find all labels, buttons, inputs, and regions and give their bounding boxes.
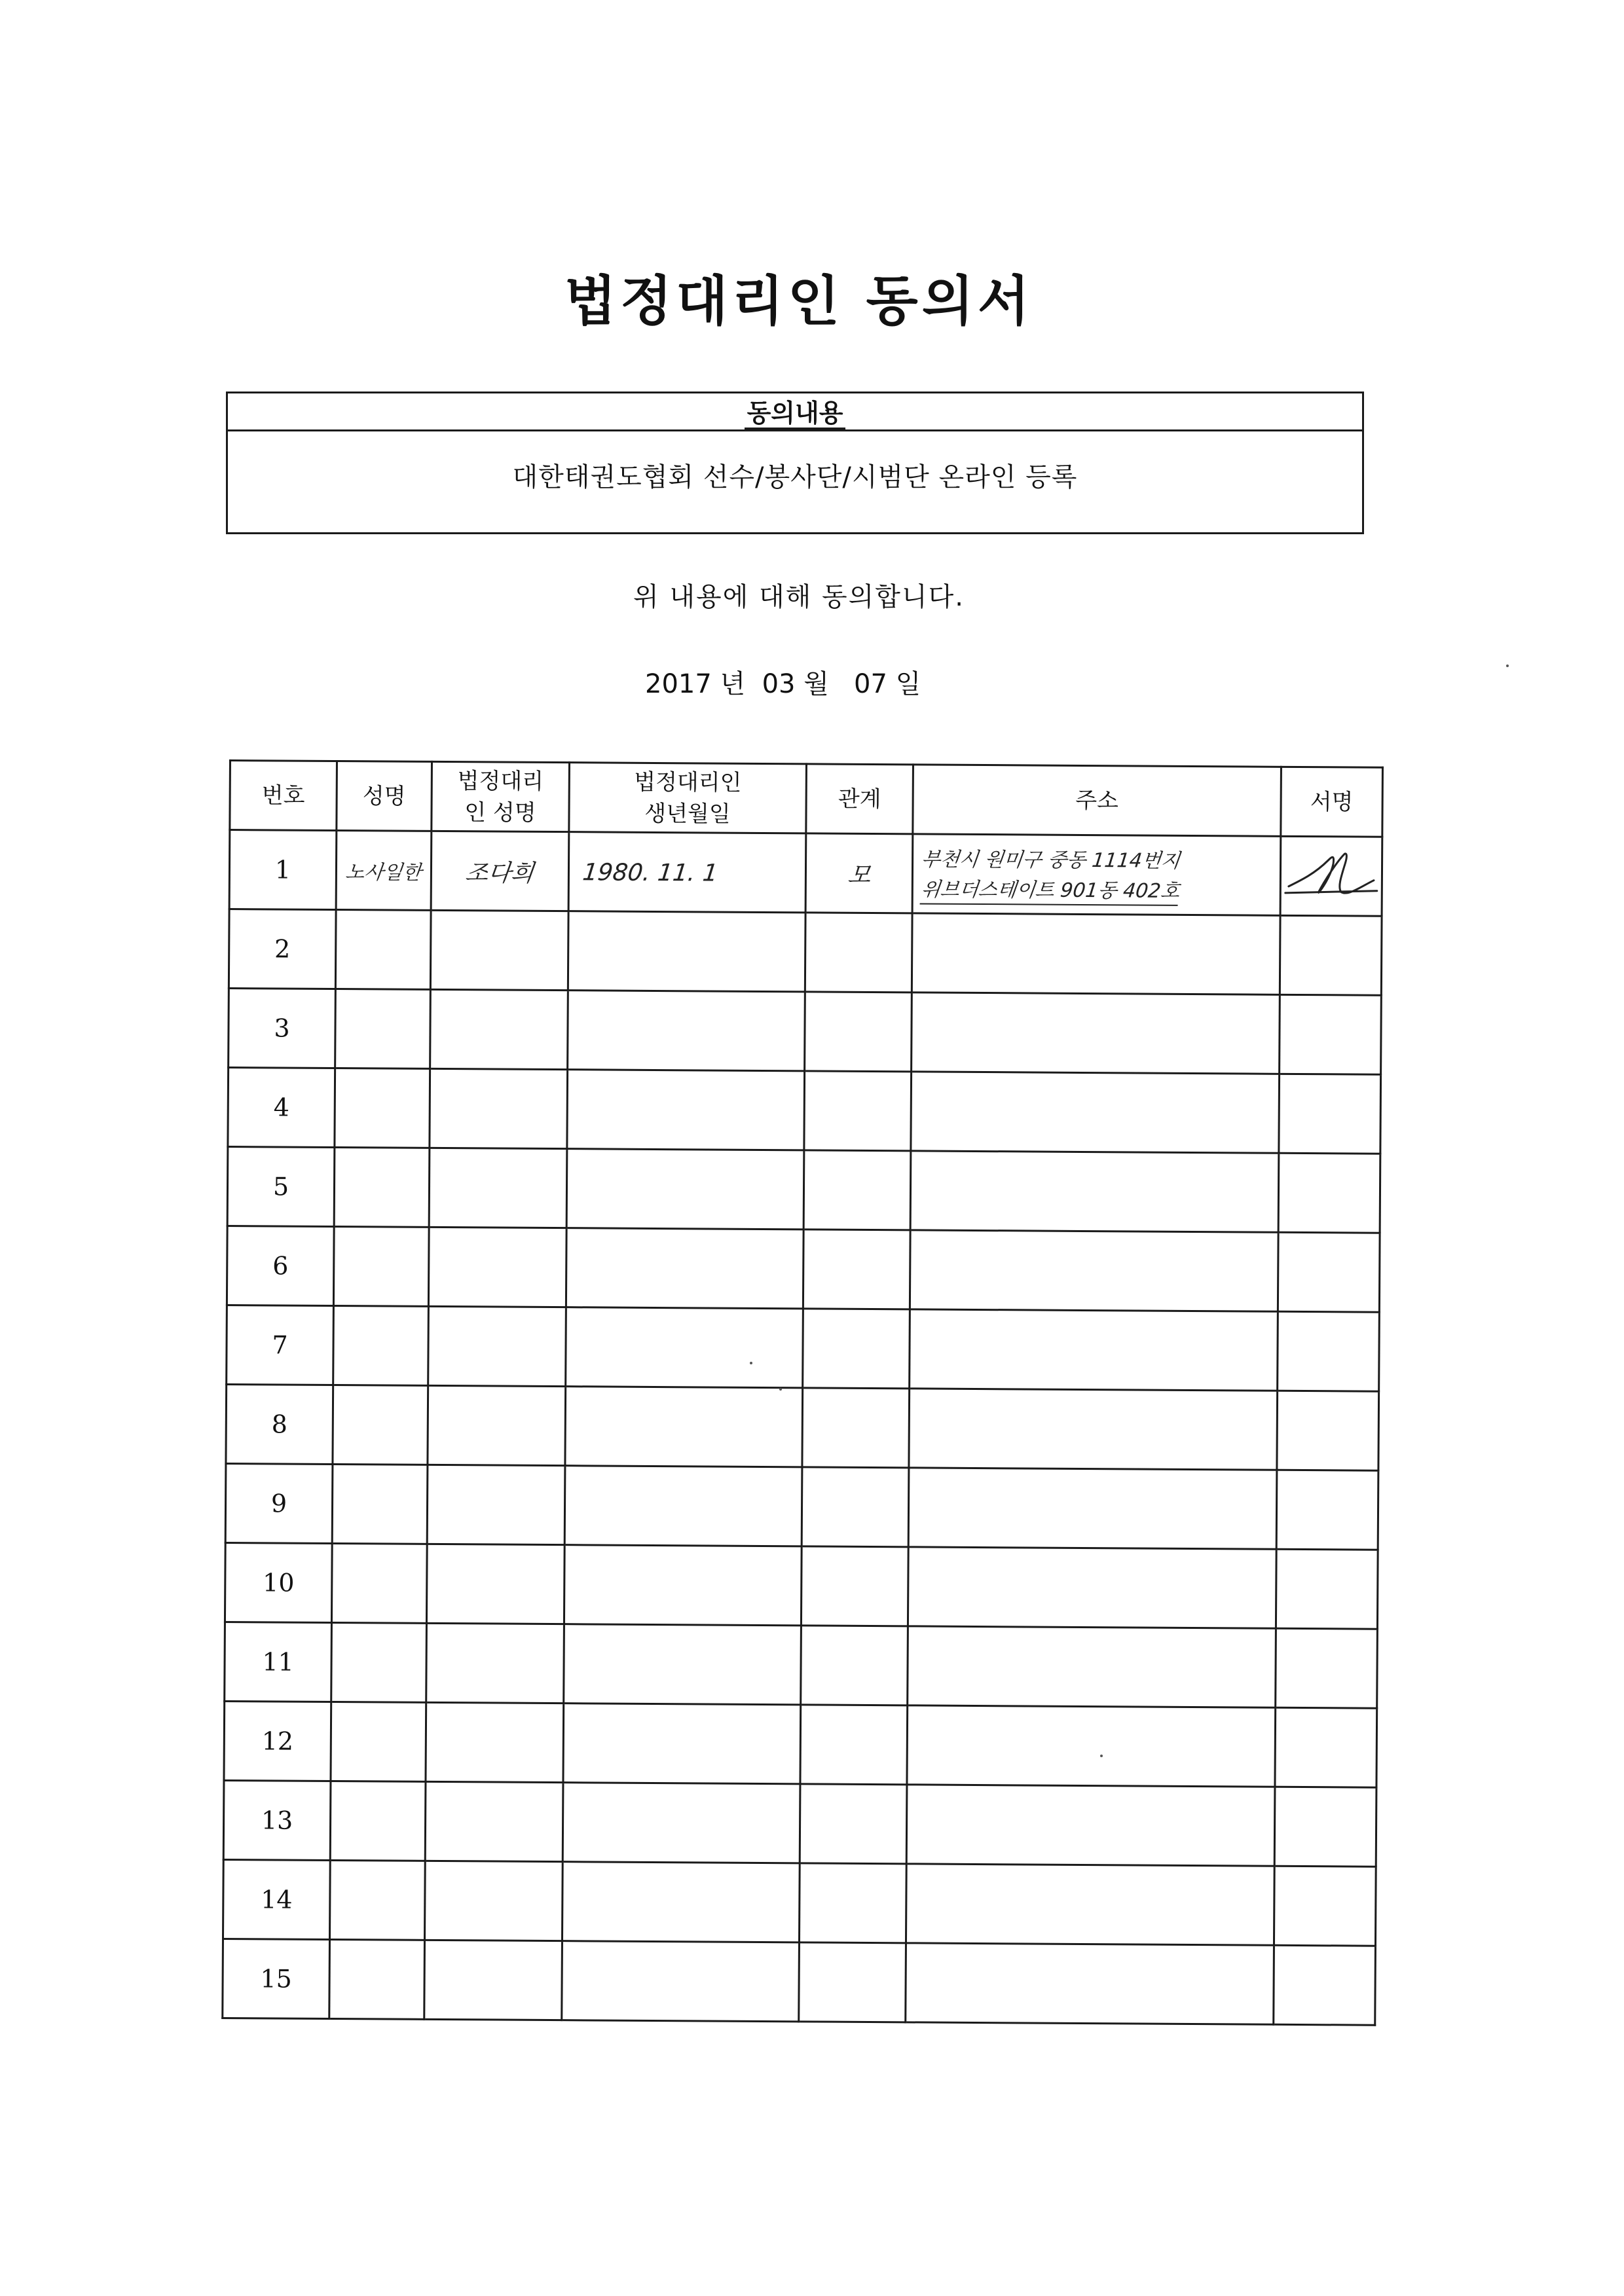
row-name <box>333 1305 429 1385</box>
row-relation <box>803 1309 910 1389</box>
table-row <box>226 1384 1379 1470</box>
row-relation <box>803 1150 911 1230</box>
table-row <box>227 1305 1380 1391</box>
row-signature <box>1280 836 1382 916</box>
consent-header-label: 동의내용 <box>745 399 846 429</box>
row-guardian-birth <box>565 1387 803 1467</box>
row-name <box>329 1860 425 1940</box>
row-signature <box>1276 1628 1378 1708</box>
header-guardian-name-text: 법정대리인 성명 <box>457 767 544 826</box>
table-row <box>224 1701 1377 1787</box>
row-relation <box>805 833 913 913</box>
row-name <box>333 1226 429 1306</box>
table-row <box>227 1146 1380 1233</box>
header-number: 번호 <box>230 761 337 831</box>
header-name: 성명 <box>337 761 432 831</box>
row-guardian-birth <box>563 1783 800 1863</box>
row-guardian-name <box>430 1068 568 1148</box>
handwritten-signature <box>1282 840 1381 906</box>
date-month-unit: 월 <box>803 669 829 699</box>
row-relation <box>804 1071 912 1151</box>
row-name <box>331 1543 427 1623</box>
date-month: 03 <box>762 669 796 699</box>
row-address <box>912 913 1280 994</box>
row-relation <box>803 1230 910 1309</box>
row-number: 3 <box>229 989 336 1068</box>
row-name <box>330 1781 426 1861</box>
row-name <box>334 1147 430 1227</box>
row-signature <box>1278 1232 1380 1312</box>
date-day: 07 <box>854 669 887 699</box>
row-guardian-birth <box>566 1307 803 1388</box>
row-signature <box>1277 1391 1379 1470</box>
row-relation <box>799 1863 906 1943</box>
row-signature <box>1278 1311 1380 1391</box>
row-guardian-name <box>424 1940 563 2020</box>
scan-speck <box>1506 665 1509 667</box>
scan-speck <box>750 1362 752 1364</box>
row-name <box>331 1702 426 1781</box>
scan-speck <box>779 1388 782 1391</box>
row-guardian-name <box>430 910 568 990</box>
row-name <box>336 831 432 911</box>
row-signature <box>1276 1470 1378 1550</box>
row-name <box>331 1622 427 1702</box>
row-address <box>910 1309 1278 1391</box>
row-address <box>908 1468 1277 1549</box>
row-relation <box>801 1626 908 1705</box>
row-guardian-name <box>424 1861 563 1941</box>
row-relation <box>802 1388 910 1468</box>
date-day-unit: 일 <box>895 669 921 699</box>
row-name-text: 노사일한 <box>344 861 423 884</box>
row-address <box>909 1389 1278 1470</box>
table-row <box>223 1780 1376 1867</box>
row-number: 7 <box>227 1305 334 1385</box>
row-guardian-birth <box>563 1704 801 1784</box>
row-guardian-name <box>428 1306 566 1386</box>
agree-statement: 위 내용에 대해 동의합니다. <box>633 582 965 612</box>
date-year: 2017 <box>645 669 712 699</box>
row-guardian-birth <box>562 1941 800 2022</box>
table-row <box>223 1939 1376 2025</box>
row-address <box>910 1151 1279 1232</box>
row-guardian-birth <box>564 1466 802 1546</box>
row-guardian-name <box>430 989 568 1069</box>
row-number: 12 <box>224 1701 331 1781</box>
consent-date <box>645 663 921 701</box>
row-signature <box>1276 1549 1378 1629</box>
row-number: 4 <box>228 1068 335 1148</box>
row-relation <box>800 1705 908 1785</box>
row-guardian-name-text: 조다희 <box>464 859 536 887</box>
row-relation <box>805 992 912 1072</box>
table-row <box>225 1463 1378 1550</box>
row-guardian-name <box>429 1148 567 1228</box>
table-row <box>223 1859 1376 1946</box>
row-number: 9 <box>225 1463 333 1543</box>
row-number: 8 <box>226 1384 333 1464</box>
row-guardian-birth <box>568 991 805 1071</box>
row-guardian-birth <box>566 1149 804 1230</box>
table-row <box>227 1226 1380 1312</box>
row-address <box>906 1943 1274 2024</box>
row-number: 6 <box>227 1226 334 1305</box>
row-address <box>912 834 1281 915</box>
row-guardian-birth <box>562 1862 800 1942</box>
row-guardian-name <box>426 1544 564 1624</box>
row-guardian-birth <box>564 1545 802 1626</box>
row-relation <box>805 913 912 993</box>
row-guardian-name <box>425 1781 563 1861</box>
table-header-row <box>230 761 1383 837</box>
row-number: 15 <box>223 1939 330 2018</box>
row-number: 11 <box>225 1622 332 1702</box>
row-guardian-birth <box>568 911 805 992</box>
row-guardian-birth <box>566 1228 803 1309</box>
row-address-line1: 부천시 원미구 중동 1114번지 <box>920 848 1181 873</box>
row-number: 10 <box>225 1542 332 1622</box>
row-guardian-name <box>427 1465 565 1544</box>
row-relation <box>802 1467 909 1547</box>
table-row <box>225 1622 1378 1708</box>
table-row <box>229 830 1382 917</box>
row-signature <box>1275 1707 1377 1787</box>
row-guardian-birth-text: 1980. 11. 1 <box>581 859 720 887</box>
row-signature <box>1278 1153 1380 1233</box>
row-name <box>329 1939 425 2019</box>
row-address <box>911 1072 1280 1153</box>
row-guardian-birth <box>567 1070 805 1150</box>
row-name <box>335 910 431 990</box>
row-signature <box>1274 1787 1376 1867</box>
row-address-line2: 위브더스테이트 901동 402호 <box>919 877 1181 905</box>
row-address <box>906 1864 1274 1945</box>
row-relation <box>801 1546 908 1626</box>
row-guardian-name <box>428 1385 566 1465</box>
table-row <box>228 1068 1381 1154</box>
consent-header <box>228 393 1362 431</box>
row-guardian-birth <box>564 1624 802 1705</box>
row-guardian-birth <box>568 832 806 913</box>
row-address <box>907 1705 1276 1787</box>
row-address <box>908 1547 1276 1628</box>
table-row <box>225 1542 1378 1629</box>
row-signature <box>1274 1945 1376 2025</box>
row-guardian-name <box>426 1702 564 1782</box>
header-signature: 서명 <box>1281 767 1383 837</box>
row-address <box>906 1785 1275 1866</box>
guardian-table <box>221 759 1384 2026</box>
date-year-unit: 년 <box>720 669 746 699</box>
header-guardian-birth-text: 법정대리인 생년월일 <box>634 769 742 828</box>
row-number: 14 <box>223 1859 330 1939</box>
row-signature <box>1274 1866 1376 1946</box>
row-guardian-name <box>426 1623 564 1703</box>
row-number: 5 <box>227 1146 335 1226</box>
row-number: 1 <box>229 830 337 910</box>
row-name <box>335 989 431 1068</box>
table-row <box>229 989 1382 1075</box>
header-guardian-name <box>432 761 570 831</box>
row-number: 2 <box>229 909 336 989</box>
consent-box <box>226 392 1364 534</box>
row-relation <box>799 1942 906 2022</box>
row-address <box>908 1626 1276 1707</box>
row-name <box>332 1464 428 1544</box>
scan-speck <box>1100 1755 1103 1757</box>
row-guardian-name <box>431 831 569 911</box>
consent-content: 대한태권도협회 선수/봉사단/시범단 온라인 등록 <box>512 462 1078 492</box>
row-address <box>912 993 1280 1074</box>
row-guardian-name <box>428 1227 566 1307</box>
header-guardian-birth <box>569 763 807 833</box>
row-signature <box>1280 915 1382 995</box>
row-number: 13 <box>223 1780 331 1860</box>
row-signature <box>1279 1074 1381 1154</box>
row-signature <box>1280 994 1382 1074</box>
row-address <box>910 1230 1278 1311</box>
row-name <box>333 1385 428 1465</box>
header-relation: 관계 <box>806 764 913 834</box>
row-relation-text: 모 <box>845 862 872 889</box>
row-name <box>335 1068 430 1148</box>
header-address: 주소 <box>913 765 1282 836</box>
table-row <box>229 909 1382 996</box>
document-title: 법정대리인 동의서 <box>564 270 1034 333</box>
row-relation <box>800 1784 907 1864</box>
